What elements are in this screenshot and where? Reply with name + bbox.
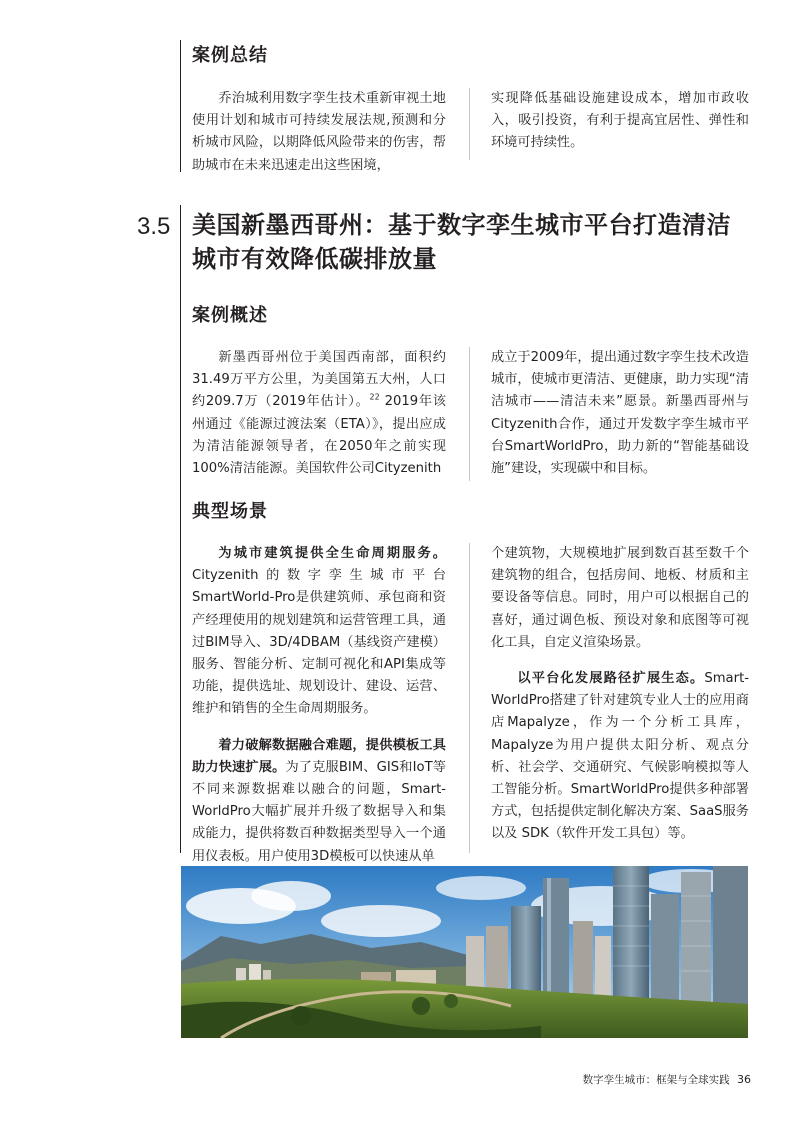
section-accent-line bbox=[180, 205, 181, 853]
summary-paragraph-left: 乔治城利用数字孪生技术重新审视土地使用计划和城市可持续发展法规,预测和分析城市风险，以期降低风险带来的伤害，帮助城市在未来迅速走出这些困境， bbox=[192, 91, 446, 173]
page-footer bbox=[583, 1073, 751, 1087]
overview-column-left bbox=[192, 347, 446, 480]
scenario-3-body: Smart-WorldPro搭建了针对建筑专业人士的应用商店Mapalyze，作为一个分析工具库，Mapalyze为用户提供太阳分析、观点分析、社会学、交通研究、气候影响模拟等人工智能分析。SmartWorldPro提供多种部署方式，包括提供定制化解决方案、SaaS服务以及 SDK（软件开发工具包）等。 bbox=[491, 671, 749, 842]
overview-text-b: 2019年该州通过《能源过渡法案（ETA）》，提出应成为清洁能源领导者，在2050年之前实现100%清洁能源。美国软件公司Cityzenith bbox=[192, 394, 446, 477]
scenario-paragraph-3 bbox=[491, 668, 749, 846]
scenario-3-lead: 以平台化发展路径扩展生态。 bbox=[517, 671, 705, 687]
scenario-2-lead: 着力破解数据融合难题，提供模板工具助力快速扩展。 bbox=[192, 737, 446, 775]
summary-heading: 案例总结 bbox=[192, 45, 268, 66]
scenarios-column-divider bbox=[469, 543, 470, 853]
summary-accent-line bbox=[180, 40, 181, 172]
scenarios-column-left bbox=[192, 543, 446, 868]
overview-column-divider bbox=[469, 347, 470, 481]
scenario-paragraph-2-continued: 个建筑物，大规模地扩展到数百甚至数千个建筑物的组合，包括房间、地板、材质和主要设备等信息。同时，用户可以根据自己的喜好，通过调色板、预设对象和底图等可视化工具，自定义渲染场景。 bbox=[491, 546, 749, 650]
overview-heading: 案例概述 bbox=[192, 305, 268, 326]
footer-book-title: 数字孪生城市：框架与全球实践 bbox=[582, 1074, 730, 1086]
overview-text-a: 新墨西哥州位于美国西南部，面积约31.49万平方公里，为美国第五大州，人口约209.7万（2019年估计）。 bbox=[192, 350, 446, 410]
scenarios-column-right bbox=[491, 543, 749, 846]
scenarios-heading: 典型场景 bbox=[192, 501, 268, 522]
scenario-paragraph-1 bbox=[192, 543, 446, 721]
scenario-paragraph-2 bbox=[192, 735, 446, 868]
skyline-illustration bbox=[181, 866, 748, 1038]
section-number: 3.5 bbox=[137, 213, 171, 240]
scenario-1-lead: 为城市建筑提供全生命周期服务。 bbox=[218, 546, 446, 561]
summary-column-right bbox=[491, 88, 749, 155]
summary-paragraph-right: 实现降低基础设施建设成本，增加市政收入，吸引投资，有利于提高宜居性、弹性和环境可持续性。 bbox=[491, 91, 749, 151]
city-skyline-photo bbox=[181, 866, 748, 1038]
summary-column-divider bbox=[469, 88, 470, 160]
summary-column-left bbox=[192, 88, 446, 177]
footnote-marker: 22 bbox=[369, 393, 380, 403]
overview-column-right bbox=[491, 347, 749, 480]
scenario-1-body: Cityzenith的数字孪生城市平台SmartWorld-Pro是供建筑师、承包商和资产经理使用的规划建筑和运营管理工具，通过BIM导入、3D/4DBAM（基线资产建模）服务、智能分析、定制可视化和API集成等功能，提供选址、规划设计、建设、运营、维护和销售的全生命周期服务。 bbox=[192, 568, 446, 717]
scenario-2-body: 为了克服BIM、GIS和IoT等不同来源数据难以融合的问题，Smart-WorldPro大幅扩展并升级了数据导入和集成能力，提供将数百种数据类型导入一个通用仪表板。用户使用3D模板可以快速从单 bbox=[192, 759, 446, 864]
overview-paragraph-left bbox=[192, 347, 446, 480]
overview-paragraph-right: 成立于2009年，提出通过数字孪生技术改造城市，使城市更清洁、更健康，助力实现“清洁城市——清洁未来”愿景。新墨西哥州与Cityzenith合作，通过开发数字孪生城市平台SmartWorldPro，助力新的“智能基础设施”建设，实现碳中和目标。 bbox=[491, 350, 749, 477]
page-number: 36 bbox=[737, 1073, 751, 1086]
section-title: 美国新墨西哥州：基于数字孪生城市平台打造清洁城市有效降低碳排放量 bbox=[192, 211, 731, 273]
